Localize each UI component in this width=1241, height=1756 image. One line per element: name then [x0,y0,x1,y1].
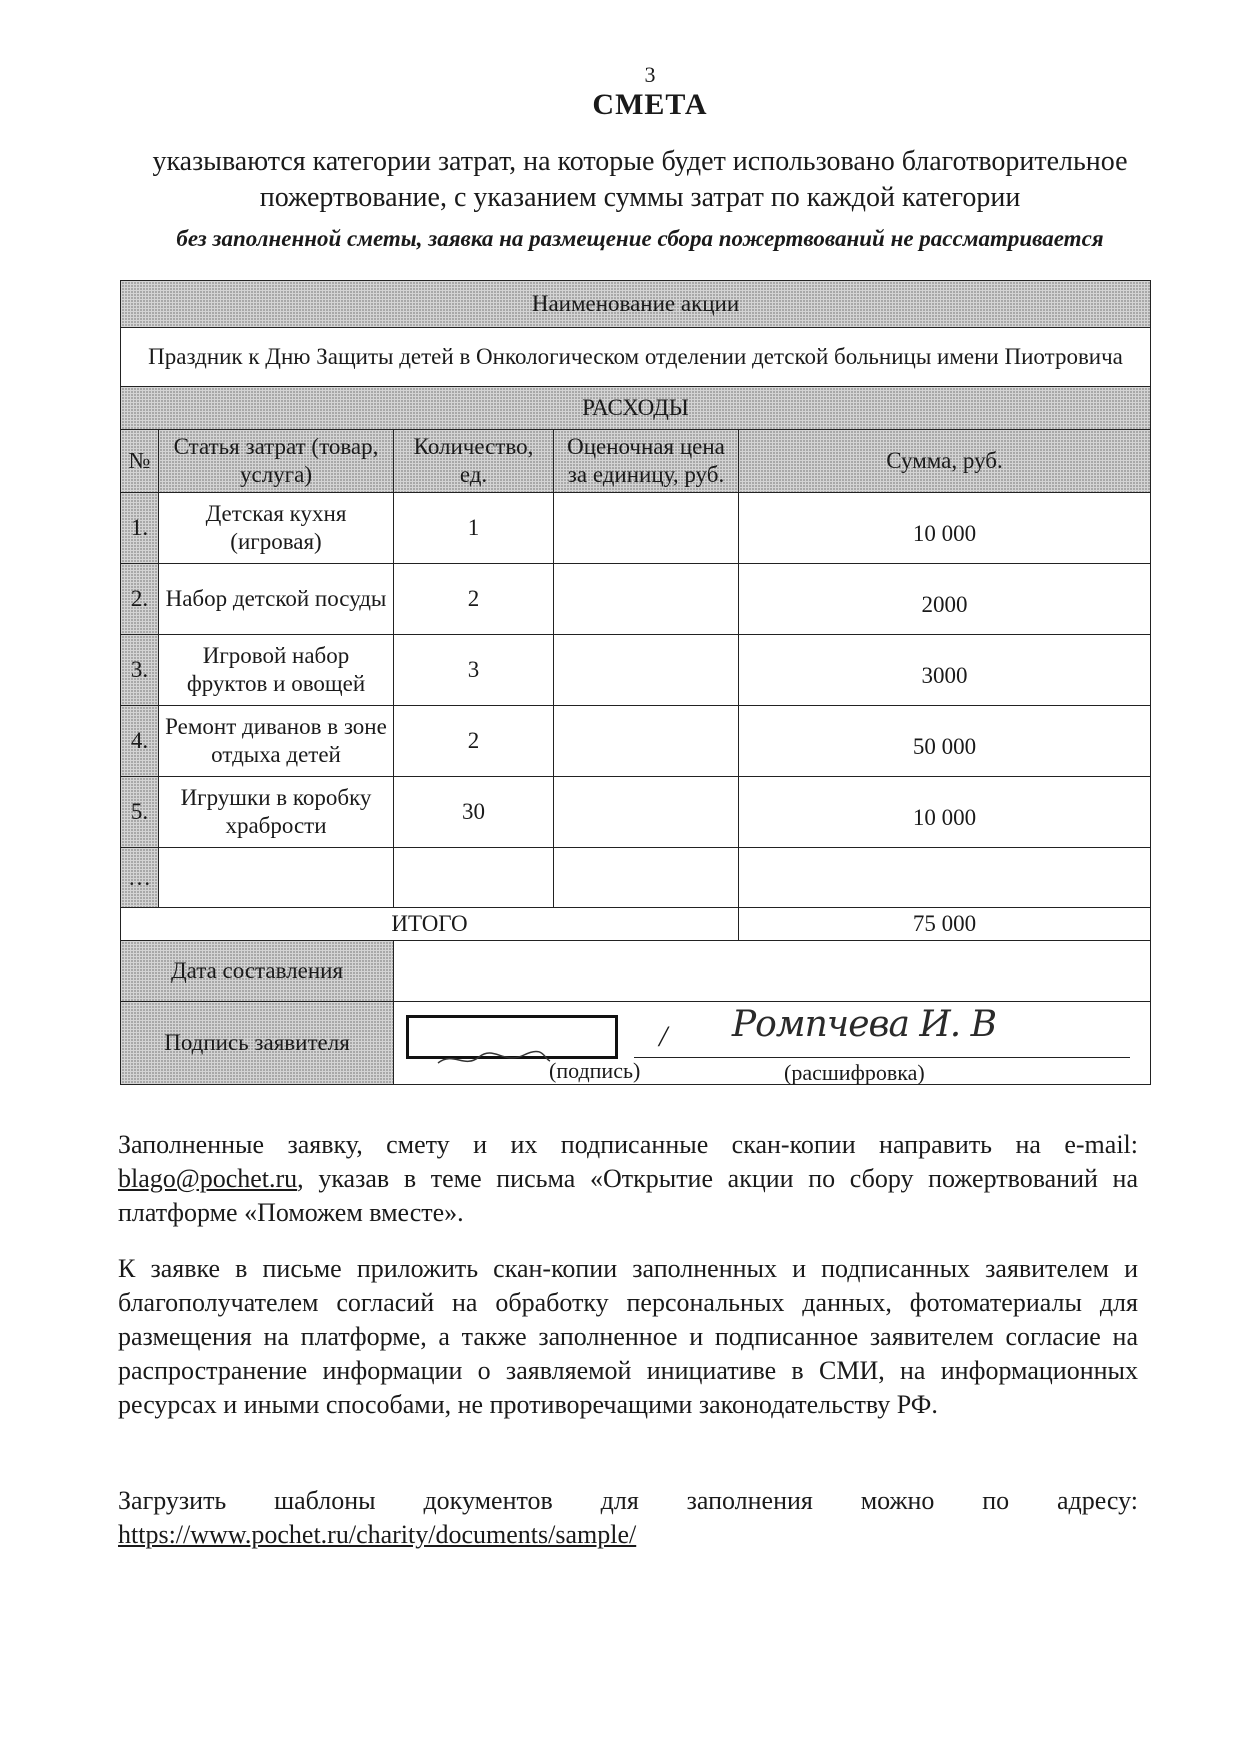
sign-label: Подпись заявителя [121,1002,394,1085]
row-qty: 2 [394,706,554,777]
row-number: 1. [121,493,159,564]
row-item: Игрушки в коробку храбрости [159,777,394,848]
row-sum: 50 000 [739,706,1151,777]
row-qty: 1 [394,493,554,564]
row-sum: 2000 [739,564,1151,635]
row-price [554,777,739,848]
table-row [121,493,1151,564]
total-label: ИТОГО [121,908,739,941]
row-number: 4. [121,706,159,777]
document-subtitle: указываются категории затрат, на которые будет использовано благотворительное пожертвование, с указанием суммы затрат по каждой категории [152,146,1128,213]
sign-field [394,1002,1151,1085]
row-qty: 30 [394,777,554,848]
row-item: Набор детской посуды [159,564,394,635]
action-name: Праздник к Дню Защиты детей в Онкологическом отделении детской больницы имени Пиотровича [121,328,1151,387]
row-price [554,706,739,777]
col-header-price: Оценочная цена за единицу, руб. [554,430,739,493]
date-label: Дата составления [121,941,394,1002]
row-number: 3. [121,635,159,706]
row-price [554,635,739,706]
row-sum: 10 000 [739,777,1151,848]
signature-separator: / [659,1020,668,1053]
row-qty: 2 [394,564,554,635]
document-title: СМЕТА [592,88,708,121]
instructions-email [118,1128,1138,1230]
row-number: 5. [121,777,159,848]
document-notice: без заполненной сметы, заявка на размещение сбора пожертвований не рассматривается [176,226,1104,251]
instructions-email-tail: , указав в теме письма «Открытие акции по сбору пожертвований на платформе «Поможем вместе». [118,1164,1138,1227]
estimate-table [120,280,1151,1085]
table-row [121,777,1151,848]
col-header-no: № [121,430,159,493]
instructions-templates-text: Загрузить шаблоны документов для заполнения можно по адресу: [118,1486,1138,1515]
row-price [554,493,739,564]
row-number: 2. [121,564,159,635]
table-row [121,564,1151,635]
row-item: Игровой набор фруктов и овощей [159,635,394,706]
col-header-qty: Количество, ед. [394,430,554,493]
empty-cell [739,848,1151,908]
row-item: Ремонт диванов в зоне отдыха детей [159,706,394,777]
action-header: Наименование акции [121,281,1151,328]
date-value [394,941,1151,1002]
row-item: Детская кухня (игровая) [159,493,394,564]
expenses-header: РАСХОДЫ [121,387,1151,430]
instructions-email-text: Заполненные заявку, смету и их подписанные скан-копии направить на e-mail: [118,1130,1138,1159]
empty-cell [554,848,739,908]
table-row [121,635,1151,706]
row-ellipsis: … [121,848,159,908]
decoding-caption: (расшифровка) [784,1060,925,1085]
empty-cell [394,848,554,908]
signature-scribble [434,1041,554,1071]
table-row [121,706,1151,777]
page-number: 3 [644,62,656,87]
signature-line [634,1057,1130,1058]
row-price [554,564,739,635]
signature-caption: (подпись) [549,1058,641,1083]
email-link[interactable]: blago@pochet.ru [118,1164,298,1193]
empty-cell [159,848,394,908]
row-sum: 3000 [739,635,1151,706]
handwritten-decoding: Ромпчева И. В [731,1004,997,1045]
row-sum: 10 000 [739,493,1151,564]
table-row-empty [121,848,1151,908]
row-qty: 3 [394,635,554,706]
total-value: 75 000 [739,908,1151,941]
col-header-sum: Сумма, руб. [739,430,1151,493]
templates-link[interactable]: https://www.pochet.ru/charity/documents/sample/ [118,1520,637,1549]
instructions-attachments: К заявке в письме приложить скан-копии заполненных и подписанных заявителем и благополучателем согласий на обработку персональных данных, фотоматериалы для размещения на платформе, а также заполненное и подписанное заявителем согласие на распространение информации о заявляемой инициативе в СМИ, на информационных ресурсах и иными способами, не противоречащими законодательству РФ. [118,1254,1138,1419]
col-header-item: Статья затрат (товар, услуга) [159,430,394,493]
instructions-templates [118,1484,1138,1552]
